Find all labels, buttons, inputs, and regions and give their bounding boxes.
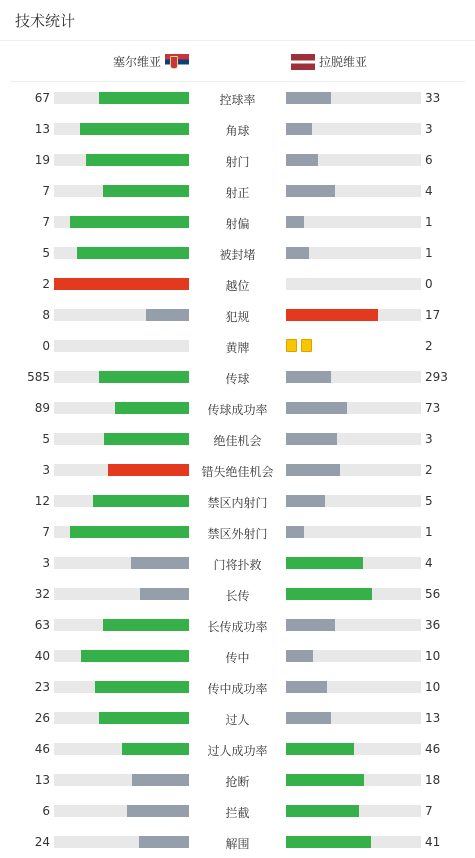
yellow-card-icon [301,339,312,352]
stat-label: 过人 [225,713,250,727]
stat-row [0,579,475,610]
serbia-flag-icon [165,54,189,70]
home-stat-bar-fill [104,433,189,445]
away-stat-value: 5 [425,494,433,508]
away-yellow-cards [286,339,312,352]
stat-row [0,486,475,517]
away-stat-value: 6 [425,153,433,167]
away-stat-bar [286,123,421,135]
home-stat-bar [54,557,189,569]
away-stat-bar-fill [286,185,335,197]
stat-label: 长传 [225,589,250,603]
home-stat-bar [54,216,189,228]
home-stat-bar [54,92,189,104]
home-stat-bar [54,154,189,166]
home-stat-bar [54,371,189,383]
home-stat-value: 7 [42,184,50,198]
away-stat-bar [286,836,421,848]
home-stat-bar-fill [70,216,189,228]
away-stat-bar [286,247,421,259]
away-stat-value: 3 [425,122,433,136]
stat-row [0,672,475,703]
stat-row [0,610,475,641]
home-stat-bar-fill [54,278,189,290]
home-stat-bar [54,123,189,135]
stat-row [0,765,475,796]
stat-label: 射门 [225,155,250,169]
away-stat-bar [286,557,421,569]
home-stat-value: 40 [34,649,50,663]
home-stat-bar [54,464,189,476]
away-stat-value: 0 [425,277,433,291]
home-stat-value: 13 [34,122,50,136]
away-stat-bar [286,371,421,383]
home-stat-bar [54,495,189,507]
home-stat-bar-fill [146,309,189,321]
away-stat-bar-fill [286,650,313,662]
stat-label: 错失绝佳机会 [201,465,274,479]
stat-label: 越位 [225,279,250,293]
stat-row [0,114,475,145]
home-stat-bar [54,278,189,290]
away-stat-bar [286,309,421,321]
away-stat-bar [286,92,421,104]
home-stat-value: 585 [27,370,50,384]
home-stat-bar [54,743,189,755]
home-stat-bar-fill [132,774,189,786]
stat-row [0,207,475,238]
stat-row [0,641,475,672]
away-stat-bar-fill [286,247,309,259]
home-stat-bar-fill [80,123,189,135]
stat-label: 射正 [225,186,250,200]
stat-label: 门将扑救 [213,558,262,572]
away-stat-bar-fill [286,836,371,848]
home-stat-value: 5 [42,432,50,446]
home-stat-bar [54,712,189,724]
away-stat-bar [286,216,421,228]
away-stat-value: 33 [425,91,441,105]
stat-label: 禁区内射门 [207,496,268,510]
home-stat-value: 8 [42,308,50,322]
home-stat-value: 89 [34,401,50,415]
stat-label: 射偏 [225,217,250,231]
away-stat-bar-fill [286,619,335,631]
away-stat-bar-fill [286,309,378,321]
home-stat-value: 3 [42,556,50,570]
home-stat-value: 26 [34,711,50,725]
home-stat-value: 46 [34,742,50,756]
home-stat-bar [54,526,189,538]
stat-label: 绝佳机会 [213,434,262,448]
away-stat-value: 10 [425,680,441,694]
stat-label: 传球成功率 [207,403,268,417]
home-stat-bar-fill [77,247,189,259]
home-stat-value: 32 [34,587,50,601]
away-stat-value: 3 [425,432,433,446]
away-stat-bar [286,619,421,631]
home-stat-value: 5 [42,246,50,260]
home-stat-bar-fill [122,743,190,755]
stat-row [0,145,475,176]
home-stat-value: 6 [42,804,50,818]
stat-row [0,393,475,424]
stat-label: 黄牌 [225,341,250,355]
home-stat-bar [54,619,189,631]
stat-row [0,455,475,486]
page-title: 技术统计 [15,12,76,30]
home-stat-bar [54,433,189,445]
stat-row [0,734,475,765]
away-stat-bar [286,526,421,538]
away-stat-bar [286,154,421,166]
home-stat-bar-fill [93,495,189,507]
home-stat-bar [54,805,189,817]
away-stat-value: 4 [425,556,433,570]
away-stat-bar-fill [286,464,340,476]
away-stat-bar [286,464,421,476]
away-stat-bar [286,805,421,817]
home-stat-value: 67 [34,91,50,105]
away-stat-bar-fill [286,371,331,383]
stat-row [0,424,475,455]
home-stat-bar-fill [140,588,189,600]
away-stat-bar-fill [286,712,331,724]
stat-row [0,331,475,362]
stat-label: 控球率 [219,93,256,107]
stats-header [0,0,475,41]
away-stat-value: 2 [425,339,433,353]
away-stat-value: 1 [425,525,433,539]
home-team [113,53,189,70]
away-stat-bar-fill [286,402,347,414]
home-stat-bar-fill [131,557,189,569]
home-stat-value: 3 [42,463,50,477]
away-stat-bar-fill [286,123,312,135]
away-stat-bar-fill [286,774,364,786]
away-stat-value: 10 [425,649,441,663]
home-stat-bar-fill [81,650,189,662]
away-stat-bar-fill [286,588,372,600]
away-stat-bar-fill [286,154,318,166]
away-stat-bar [286,681,421,693]
home-stat-bar-fill [108,464,189,476]
stat-label: 抢断 [225,775,250,789]
home-stat-bar-fill [99,92,189,104]
stat-row [0,796,475,827]
away-stat-value: 36 [425,618,441,632]
away-stat-value: 2 [425,463,433,477]
away-stat-bar [286,185,421,197]
home-stat-value: 0 [42,339,50,353]
yellow-card-icon [286,339,297,352]
home-stat-value: 24 [34,835,50,849]
home-stat-bar [54,247,189,259]
away-stat-value: 46 [425,742,441,756]
home-stat-bar-fill [99,712,189,724]
stat-row [0,548,475,579]
away-stat-bar [286,495,421,507]
home-team-name: 塞尔维亚 [113,55,162,69]
stat-label: 禁区外射门 [207,527,268,541]
stat-row [0,300,475,331]
home-stat-bar-fill [86,154,189,166]
stat-row [0,83,475,114]
home-stat-bar [54,185,189,197]
away-stat-bar-fill [286,743,354,755]
away-stat-bar [286,650,421,662]
away-stat-value: 17 [425,308,441,322]
away-stat-value: 1 [425,215,433,229]
away-stat-bar-fill [286,495,325,507]
home-stat-bar-fill [95,681,190,693]
away-stat-value: 56 [425,587,441,601]
stat-row [0,269,475,300]
home-stat-bar-fill [99,371,189,383]
home-stat-bar [54,309,189,321]
stat-row [0,827,475,858]
home-stat-bar [54,588,189,600]
stat-label: 犯规 [225,310,250,324]
stat-row [0,703,475,734]
stat-label: 角球 [225,124,250,138]
away-stat-bar-fill [286,557,363,569]
away-stat-value: 18 [425,773,441,787]
stat-row [0,362,475,393]
away-stat-value: 41 [425,835,441,849]
home-stat-value: 7 [42,525,50,539]
home-stat-bar [54,774,189,786]
stat-label: 传球 [225,372,250,386]
stat-row [0,517,475,548]
latvia-flag-icon [291,54,315,70]
stat-label: 过人成功率 [207,744,268,758]
away-stat-bar-fill [286,216,304,228]
home-stat-value: 2 [42,277,50,291]
home-stat-bar [54,340,189,352]
away-stat-bar [286,588,421,600]
home-stat-bar-fill [103,619,189,631]
away-stat-value: 1 [425,246,433,260]
away-stat-bar-fill [286,805,359,817]
home-stat-bar [54,402,189,414]
away-stat-bar [286,743,421,755]
away-stat-value: 293 [425,370,448,384]
away-team [291,53,367,70]
away-stat-value: 4 [425,184,433,198]
home-stat-value: 19 [34,153,50,167]
home-stat-value: 13 [34,773,50,787]
stat-row [0,176,475,207]
home-stat-value: 12 [34,494,50,508]
home-stat-bar [54,836,189,848]
home-stat-value: 7 [42,215,50,229]
stat-label: 拦截 [225,806,250,820]
away-stat-bar [286,278,421,290]
away-stat-bar [286,433,421,445]
home-stat-bar-fill [103,185,189,197]
home-stat-bar [54,681,189,693]
stat-label: 长传成功率 [207,620,268,634]
away-team-name: 拉脱维亚 [319,55,368,69]
away-stat-value: 7 [425,804,433,818]
home-stat-bar [54,650,189,662]
away-stat-bar [286,712,421,724]
away-stat-value: 73 [425,401,441,415]
away-stat-value: 13 [425,711,441,725]
stat-label: 传中 [225,651,250,665]
stat-label: 解围 [225,837,250,851]
stat-label: 传中成功率 [207,682,268,696]
away-stat-bar [286,774,421,786]
home-stat-bar-fill [139,836,189,848]
stat-label: 被封堵 [219,248,256,262]
home-stat-bar-fill [127,805,189,817]
away-stat-bar [286,402,421,414]
teams-row [10,41,465,82]
home-stat-bar-fill [70,526,189,538]
away-stat-bar-fill [286,433,337,445]
home-stat-value: 63 [34,618,50,632]
away-stat-bar-fill [286,92,331,104]
away-stat-bar-fill [286,681,327,693]
away-stat-bar-fill [286,526,304,538]
home-stat-bar-fill [115,402,189,414]
home-stat-value: 23 [34,680,50,694]
stat-row [0,238,475,269]
